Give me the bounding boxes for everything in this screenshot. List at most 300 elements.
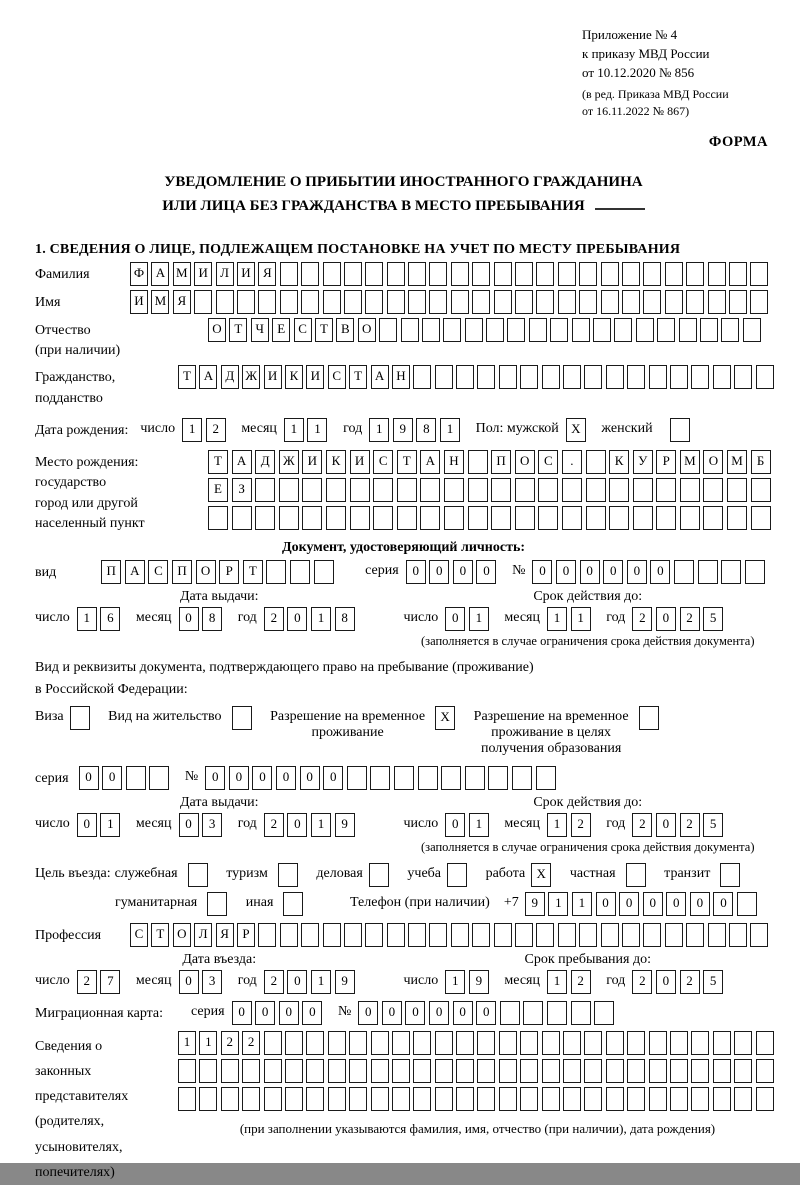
birth-place-row3[interactable] bbox=[208, 506, 774, 530]
char-cell[interactable] bbox=[536, 290, 554, 314]
char-cell[interactable]: 0 bbox=[287, 607, 307, 631]
char-cell[interactable] bbox=[499, 1059, 517, 1083]
char-cell[interactable]: 0 bbox=[690, 892, 710, 916]
char-cell[interactable]: 2 bbox=[632, 607, 652, 631]
char-cell[interactable] bbox=[558, 923, 576, 947]
char-cell[interactable] bbox=[515, 262, 533, 286]
char-cell[interactable] bbox=[477, 365, 495, 389]
char-cell[interactable] bbox=[278, 863, 298, 887]
char-cell[interactable]: 1 bbox=[571, 607, 591, 631]
char-cell[interactable] bbox=[456, 365, 474, 389]
id-issue-month-cells[interactable] bbox=[179, 607, 226, 631]
char-cell[interactable]: Я bbox=[173, 290, 191, 314]
char-cell[interactable] bbox=[665, 290, 683, 314]
entry-year-cells[interactable] bbox=[264, 970, 358, 994]
char-cell[interactable] bbox=[477, 1059, 495, 1083]
char-cell[interactable] bbox=[477, 1031, 495, 1055]
char-cell[interactable]: 3 bbox=[202, 813, 222, 837]
char-cell[interactable] bbox=[486, 318, 504, 342]
char-cell[interactable] bbox=[691, 1087, 709, 1111]
char-cell[interactable] bbox=[649, 1087, 667, 1111]
char-cell[interactable] bbox=[494, 290, 512, 314]
char-cell[interactable] bbox=[562, 478, 582, 502]
char-cell[interactable] bbox=[633, 478, 653, 502]
entry-day-cells[interactable] bbox=[77, 970, 124, 994]
char-cell[interactable] bbox=[520, 365, 538, 389]
char-cell[interactable]: 0 bbox=[358, 1001, 378, 1025]
char-cell[interactable]: 7 bbox=[100, 970, 120, 994]
surname-cells[interactable] bbox=[130, 262, 772, 286]
representatives-row2[interactable] bbox=[178, 1059, 777, 1083]
purpose-work-checkbox[interactable] bbox=[531, 863, 555, 887]
char-cell[interactable] bbox=[221, 1059, 239, 1083]
char-cell[interactable] bbox=[392, 1059, 410, 1083]
char-cell[interactable]: 0 bbox=[429, 1001, 449, 1025]
char-cell[interactable] bbox=[264, 1059, 282, 1083]
char-cell[interactable] bbox=[349, 1059, 367, 1083]
id-issue-day-cells[interactable] bbox=[77, 607, 124, 631]
char-cell[interactable] bbox=[465, 318, 483, 342]
char-cell[interactable]: 5 bbox=[703, 813, 723, 837]
char-cell[interactable] bbox=[392, 1087, 410, 1111]
char-cell[interactable] bbox=[387, 923, 405, 947]
char-cell[interactable] bbox=[713, 1087, 731, 1111]
char-cell[interactable]: 2 bbox=[221, 1031, 239, 1055]
char-cell[interactable] bbox=[429, 290, 447, 314]
char-cell[interactable]: 2 bbox=[680, 607, 700, 631]
char-cell[interactable] bbox=[429, 923, 447, 947]
char-cell[interactable] bbox=[665, 262, 683, 286]
char-cell[interactable]: 1 bbox=[311, 970, 331, 994]
char-cell[interactable]: А bbox=[125, 560, 145, 584]
char-cell[interactable] bbox=[232, 706, 252, 730]
char-cell[interactable]: В bbox=[336, 318, 354, 342]
residence-permit-checkbox[interactable] bbox=[232, 706, 256, 730]
char-cell[interactable] bbox=[670, 365, 688, 389]
char-cell[interactable]: 5 bbox=[703, 970, 723, 994]
char-cell[interactable] bbox=[542, 1087, 560, 1111]
char-cell[interactable] bbox=[606, 1059, 624, 1083]
char-cell[interactable]: О bbox=[703, 450, 723, 474]
char-cell[interactable] bbox=[584, 1059, 602, 1083]
char-cell[interactable] bbox=[255, 478, 275, 502]
char-cell[interactable] bbox=[633, 506, 653, 530]
char-cell[interactable] bbox=[686, 923, 704, 947]
char-cell[interactable] bbox=[512, 766, 532, 790]
residence-doc-number-cells[interactable] bbox=[205, 766, 559, 790]
char-cell[interactable]: 1 bbox=[445, 970, 465, 994]
char-cell[interactable]: . bbox=[562, 450, 582, 474]
id-issue-year-cells[interactable] bbox=[264, 607, 358, 631]
char-cell[interactable]: 9 bbox=[335, 970, 355, 994]
char-cell[interactable] bbox=[207, 892, 227, 916]
char-cell[interactable] bbox=[579, 290, 597, 314]
char-cell[interactable] bbox=[643, 262, 661, 286]
char-cell[interactable]: 5 bbox=[703, 607, 723, 631]
char-cell[interactable] bbox=[387, 290, 405, 314]
char-cell[interactable] bbox=[700, 318, 718, 342]
char-cell[interactable]: А bbox=[232, 450, 252, 474]
char-cell[interactable] bbox=[326, 478, 346, 502]
char-cell[interactable]: 0 bbox=[656, 970, 676, 994]
char-cell[interactable] bbox=[626, 863, 646, 887]
char-cell[interactable] bbox=[550, 318, 568, 342]
char-cell[interactable] bbox=[328, 1059, 346, 1083]
char-cell[interactable]: 9 bbox=[525, 892, 545, 916]
char-cell[interactable]: X bbox=[435, 706, 455, 730]
char-cell[interactable] bbox=[216, 290, 234, 314]
char-cell[interactable] bbox=[609, 506, 629, 530]
char-cell[interactable]: 1 bbox=[572, 892, 592, 916]
char-cell[interactable] bbox=[435, 365, 453, 389]
char-cell[interactable] bbox=[255, 506, 275, 530]
char-cell[interactable] bbox=[679, 318, 697, 342]
char-cell[interactable]: 0 bbox=[252, 766, 272, 790]
char-cell[interactable]: 0 bbox=[580, 560, 600, 584]
char-cell[interactable] bbox=[756, 1031, 774, 1055]
char-cell[interactable] bbox=[584, 1087, 602, 1111]
identity-doc-number-cells[interactable] bbox=[532, 560, 768, 584]
char-cell[interactable]: 1 bbox=[178, 1031, 196, 1055]
char-cell[interactable] bbox=[622, 290, 640, 314]
char-cell[interactable]: 0 bbox=[279, 1001, 299, 1025]
char-cell[interactable]: Т bbox=[208, 450, 228, 474]
char-cell[interactable]: А bbox=[371, 365, 389, 389]
char-cell[interactable] bbox=[674, 560, 694, 584]
char-cell[interactable] bbox=[208, 506, 228, 530]
char-cell[interactable] bbox=[422, 318, 440, 342]
char-cell[interactable]: 0 bbox=[666, 892, 686, 916]
char-cell[interactable]: А bbox=[199, 365, 217, 389]
char-cell[interactable] bbox=[500, 1001, 520, 1025]
patronymic-cells[interactable] bbox=[208, 318, 764, 342]
gender-female-checkbox[interactable] bbox=[670, 418, 694, 442]
char-cell[interactable] bbox=[301, 262, 319, 286]
identity-doc-type-cells[interactable] bbox=[101, 560, 337, 584]
char-cell[interactable]: 0 bbox=[382, 1001, 402, 1025]
char-cell[interactable] bbox=[347, 766, 367, 790]
char-cell[interactable] bbox=[562, 506, 582, 530]
char-cell[interactable] bbox=[547, 1001, 567, 1025]
char-cell[interactable] bbox=[70, 706, 90, 730]
char-cell[interactable] bbox=[713, 1031, 731, 1055]
char-cell[interactable] bbox=[703, 506, 723, 530]
char-cell[interactable]: 1 bbox=[469, 813, 489, 837]
char-cell[interactable] bbox=[536, 766, 556, 790]
char-cell[interactable] bbox=[713, 1059, 731, 1083]
stay-year-cells[interactable] bbox=[632, 970, 726, 994]
char-cell[interactable] bbox=[538, 478, 558, 502]
char-cell[interactable] bbox=[418, 766, 438, 790]
char-cell[interactable]: О bbox=[208, 318, 226, 342]
char-cell[interactable]: 0 bbox=[179, 607, 199, 631]
char-cell[interactable] bbox=[520, 1059, 538, 1083]
char-cell[interactable]: 2 bbox=[632, 970, 652, 994]
char-cell[interactable] bbox=[444, 478, 464, 502]
char-cell[interactable] bbox=[408, 290, 426, 314]
char-cell[interactable]: 0 bbox=[276, 766, 296, 790]
citizenship-cells[interactable] bbox=[178, 365, 777, 389]
char-cell[interactable] bbox=[737, 892, 757, 916]
char-cell[interactable] bbox=[686, 290, 704, 314]
char-cell[interactable]: Л bbox=[216, 262, 234, 286]
entry-month-cells[interactable] bbox=[179, 970, 226, 994]
char-cell[interactable] bbox=[639, 706, 659, 730]
char-cell[interactable] bbox=[563, 1031, 581, 1055]
char-cell[interactable] bbox=[472, 262, 490, 286]
char-cell[interactable] bbox=[609, 478, 629, 502]
stay-day-cells[interactable] bbox=[445, 970, 492, 994]
char-cell[interactable] bbox=[344, 290, 362, 314]
char-cell[interactable] bbox=[751, 506, 771, 530]
char-cell[interactable] bbox=[745, 560, 765, 584]
char-cell[interactable]: И bbox=[130, 290, 148, 314]
char-cell[interactable] bbox=[285, 1031, 303, 1055]
char-cell[interactable]: С bbox=[373, 450, 393, 474]
char-cell[interactable] bbox=[499, 365, 517, 389]
char-cell[interactable]: М bbox=[680, 450, 700, 474]
char-cell[interactable] bbox=[344, 262, 362, 286]
char-cell[interactable] bbox=[499, 1031, 517, 1055]
char-cell[interactable]: 9 bbox=[335, 813, 355, 837]
char-cell[interactable] bbox=[472, 290, 490, 314]
char-cell[interactable]: 3 bbox=[202, 970, 222, 994]
char-cell[interactable] bbox=[691, 1059, 709, 1083]
char-cell[interactable]: 2 bbox=[571, 970, 591, 994]
char-cell[interactable] bbox=[285, 1059, 303, 1083]
char-cell[interactable] bbox=[242, 1087, 260, 1111]
char-cell[interactable] bbox=[199, 1087, 217, 1111]
char-cell[interactable] bbox=[456, 1059, 474, 1083]
char-cell[interactable] bbox=[734, 365, 752, 389]
char-cell[interactable]: X bbox=[531, 863, 551, 887]
birth-place-row1[interactable] bbox=[208, 450, 774, 474]
firstname-cells[interactable] bbox=[130, 290, 772, 314]
char-cell[interactable] bbox=[199, 1059, 217, 1083]
char-cell[interactable] bbox=[542, 1031, 560, 1055]
char-cell[interactable] bbox=[314, 560, 334, 584]
char-cell[interactable] bbox=[542, 1059, 560, 1083]
char-cell[interactable] bbox=[264, 1031, 282, 1055]
char-cell[interactable]: И bbox=[264, 365, 282, 389]
char-cell[interactable] bbox=[194, 290, 212, 314]
char-cell[interactable]: Р bbox=[219, 560, 239, 584]
char-cell[interactable] bbox=[302, 478, 322, 502]
char-cell[interactable] bbox=[670, 1059, 688, 1083]
char-cell[interactable] bbox=[468, 478, 488, 502]
char-cell[interactable] bbox=[515, 290, 533, 314]
char-cell[interactable]: Р bbox=[656, 450, 676, 474]
id-valid-month-cells[interactable] bbox=[547, 607, 594, 631]
char-cell[interactable] bbox=[584, 1031, 602, 1055]
char-cell[interactable] bbox=[698, 560, 718, 584]
char-cell[interactable] bbox=[279, 478, 299, 502]
char-cell[interactable]: 2 bbox=[206, 418, 226, 442]
char-cell[interactable] bbox=[379, 318, 397, 342]
char-cell[interactable]: 0 bbox=[287, 970, 307, 994]
char-cell[interactable] bbox=[657, 318, 675, 342]
char-cell[interactable] bbox=[586, 478, 606, 502]
char-cell[interactable] bbox=[606, 1087, 624, 1111]
char-cell[interactable]: Л bbox=[194, 923, 212, 947]
char-cell[interactable] bbox=[373, 506, 393, 530]
char-cell[interactable] bbox=[622, 262, 640, 286]
char-cell[interactable] bbox=[285, 1087, 303, 1111]
char-cell[interactable] bbox=[643, 923, 661, 947]
char-cell[interactable] bbox=[258, 923, 276, 947]
char-cell[interactable] bbox=[468, 450, 488, 474]
char-cell[interactable] bbox=[413, 365, 431, 389]
char-cell[interactable]: Т bbox=[151, 923, 169, 947]
char-cell[interactable] bbox=[594, 1001, 614, 1025]
profession-cells[interactable] bbox=[130, 923, 772, 947]
char-cell[interactable] bbox=[520, 1087, 538, 1111]
char-cell[interactable] bbox=[408, 262, 426, 286]
char-cell[interactable] bbox=[586, 506, 606, 530]
char-cell[interactable] bbox=[703, 478, 723, 502]
char-cell[interactable] bbox=[373, 478, 393, 502]
char-cell[interactable]: 0 bbox=[255, 1001, 275, 1025]
res-issue-year-cells[interactable] bbox=[264, 813, 358, 837]
char-cell[interactable] bbox=[734, 1059, 752, 1083]
char-cell[interactable]: Ф bbox=[130, 262, 148, 286]
char-cell[interactable]: Р bbox=[237, 923, 255, 947]
char-cell[interactable] bbox=[465, 766, 485, 790]
purpose-humanitarian-checkbox[interactable] bbox=[207, 892, 231, 916]
char-cell[interactable] bbox=[727, 506, 747, 530]
char-cell[interactable] bbox=[734, 1031, 752, 1055]
char-cell[interactable]: 0 bbox=[453, 1001, 473, 1025]
char-cell[interactable] bbox=[242, 1059, 260, 1083]
char-cell[interactable]: 0 bbox=[79, 766, 99, 790]
char-cell[interactable] bbox=[563, 1087, 581, 1111]
char-cell[interactable]: 0 bbox=[445, 813, 465, 837]
char-cell[interactable] bbox=[413, 1031, 431, 1055]
char-cell[interactable]: 1 bbox=[440, 418, 460, 442]
char-cell[interactable]: 1 bbox=[307, 418, 327, 442]
char-cell[interactable] bbox=[420, 478, 440, 502]
representatives-row3[interactable] bbox=[178, 1087, 777, 1111]
char-cell[interactable]: Т bbox=[229, 318, 247, 342]
char-cell[interactable] bbox=[290, 560, 310, 584]
char-cell[interactable] bbox=[606, 365, 624, 389]
char-cell[interactable] bbox=[451, 262, 469, 286]
char-cell[interactable]: 9 bbox=[393, 418, 413, 442]
char-cell[interactable]: Т bbox=[349, 365, 367, 389]
char-cell[interactable] bbox=[371, 1087, 389, 1111]
char-cell[interactable]: К bbox=[326, 450, 346, 474]
char-cell[interactable] bbox=[680, 506, 700, 530]
char-cell[interactable]: П bbox=[491, 450, 511, 474]
char-cell[interactable] bbox=[371, 1031, 389, 1055]
char-cell[interactable] bbox=[451, 923, 469, 947]
char-cell[interactable] bbox=[494, 262, 512, 286]
char-cell[interactable] bbox=[494, 923, 512, 947]
char-cell[interactable] bbox=[622, 923, 640, 947]
char-cell[interactable]: 0 bbox=[476, 1001, 496, 1025]
char-cell[interactable] bbox=[126, 766, 146, 790]
migration-card-number-cells[interactable] bbox=[358, 1001, 618, 1025]
char-cell[interactable] bbox=[435, 1087, 453, 1111]
char-cell[interactable] bbox=[280, 923, 298, 947]
char-cell[interactable] bbox=[751, 478, 771, 502]
char-cell[interactable] bbox=[488, 766, 508, 790]
char-cell[interactable]: Ч bbox=[251, 318, 269, 342]
migration-card-series-cells[interactable] bbox=[232, 1001, 326, 1025]
char-cell[interactable]: X bbox=[566, 418, 586, 442]
char-cell[interactable] bbox=[491, 478, 511, 502]
identity-doc-series-cells[interactable] bbox=[406, 560, 500, 584]
char-cell[interactable] bbox=[365, 262, 383, 286]
char-cell[interactable]: 2 bbox=[264, 813, 284, 837]
char-cell[interactable] bbox=[441, 766, 461, 790]
char-cell[interactable]: 0 bbox=[556, 560, 576, 584]
char-cell[interactable] bbox=[558, 290, 576, 314]
char-cell[interactable]: Д bbox=[255, 450, 275, 474]
char-cell[interactable]: Т bbox=[315, 318, 333, 342]
char-cell[interactable]: 0 bbox=[603, 560, 623, 584]
char-cell[interactable]: 1 bbox=[547, 813, 567, 837]
char-cell[interactable]: С bbox=[130, 923, 148, 947]
char-cell[interactable]: 1 bbox=[182, 418, 202, 442]
char-cell[interactable]: 8 bbox=[202, 607, 222, 631]
char-cell[interactable] bbox=[734, 1087, 752, 1111]
char-cell[interactable] bbox=[708, 923, 726, 947]
char-cell[interactable] bbox=[665, 923, 683, 947]
res-issue-month-cells[interactable] bbox=[179, 813, 226, 837]
char-cell[interactable] bbox=[542, 365, 560, 389]
char-cell[interactable] bbox=[371, 1059, 389, 1083]
char-cell[interactable] bbox=[283, 892, 303, 916]
char-cell[interactable] bbox=[413, 1087, 431, 1111]
char-cell[interactable] bbox=[558, 262, 576, 286]
char-cell[interactable] bbox=[721, 560, 741, 584]
char-cell[interactable] bbox=[394, 766, 414, 790]
char-cell[interactable]: 2 bbox=[571, 813, 591, 837]
char-cell[interactable]: 0 bbox=[713, 892, 733, 916]
char-cell[interactable]: 0 bbox=[627, 560, 647, 584]
char-cell[interactable]: 0 bbox=[532, 560, 552, 584]
char-cell[interactable] bbox=[429, 262, 447, 286]
char-cell[interactable] bbox=[349, 1087, 367, 1111]
char-cell[interactable]: 2 bbox=[680, 970, 700, 994]
id-valid-day-cells[interactable] bbox=[445, 607, 492, 631]
purpose-other-checkbox[interactable] bbox=[283, 892, 307, 916]
char-cell[interactable]: Ж bbox=[279, 450, 299, 474]
char-cell[interactable]: 9 bbox=[469, 970, 489, 994]
char-cell[interactable] bbox=[178, 1059, 196, 1083]
purpose-tourism-checkbox[interactable] bbox=[278, 863, 302, 887]
char-cell[interactable]: П bbox=[172, 560, 192, 584]
char-cell[interactable]: М bbox=[151, 290, 169, 314]
char-cell[interactable]: М bbox=[727, 450, 747, 474]
char-cell[interactable] bbox=[369, 863, 389, 887]
char-cell[interactable]: 0 bbox=[405, 1001, 425, 1025]
char-cell[interactable]: 0 bbox=[287, 813, 307, 837]
char-cell[interactable] bbox=[627, 1031, 645, 1055]
char-cell[interactable]: О bbox=[358, 318, 376, 342]
char-cell[interactable]: П bbox=[101, 560, 121, 584]
char-cell[interactable]: М bbox=[173, 262, 191, 286]
res-valid-year-cells[interactable] bbox=[632, 813, 726, 837]
char-cell[interactable]: 0 bbox=[323, 766, 343, 790]
res-valid-month-cells[interactable] bbox=[547, 813, 594, 837]
char-cell[interactable] bbox=[491, 506, 511, 530]
char-cell[interactable] bbox=[280, 262, 298, 286]
char-cell[interactable] bbox=[472, 923, 490, 947]
char-cell[interactable] bbox=[456, 1031, 474, 1055]
char-cell[interactable] bbox=[515, 478, 535, 502]
